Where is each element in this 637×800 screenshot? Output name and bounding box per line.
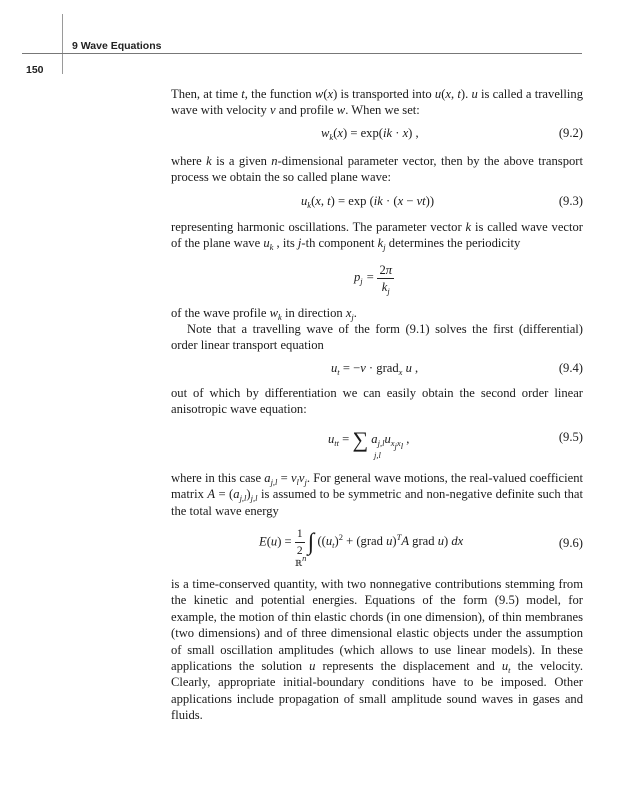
equation-9-4: [171, 361, 583, 383]
paragraph-1: Then, at time t, the function w(x) is transported into u(x, t). u is called a travelling wave with velocity v and profile w. When we set:: [171, 87, 583, 118]
equation-9-3-body: $u_k(x$, t) = exp (ik · (x − vt)): [301, 194, 435, 210]
margin-vertical-rule: [62, 14, 63, 74]
equation-9-6-number: (9.6): [558, 536, 583, 550]
paragraph-2: where k is a given n-dimensional parameter vector, then by the above transport process we obtain the so called plane wave:: [171, 154, 583, 185]
summation-sign: ∑: [352, 427, 369, 452]
summation-index: j,l: [374, 450, 381, 460]
paragraph-7: where in this case $a_{j,l} = v_lv_j$. For general wave motions, the real-valued coefficient matrix $A = (a_{j,l})_{j,l}$ is assumed to be symmetric and non-negative definite such that the total wave energy: [171, 471, 584, 518]
running-header-chapter: 9 Wave Equations: [72, 40, 162, 52]
equation-9-3: [171, 194, 583, 216]
equation-9-6-rhs: ($(u_t)^2$ + (grad u)$^T$A grad u) dx: [317, 532, 464, 551]
periodicity-denominator: $k_j$: [381, 280, 390, 296]
paragraph-6: out of which by differentiation we can easily obtain the second order linear anisotropic wave equation:: [171, 386, 583, 417]
equation-9-2-number: (9.2): [558, 126, 583, 140]
equation-9-6: [171, 524, 583, 568]
equation-periodicity: [171, 258, 583, 294]
periodicity-lhs: $p_j$ =: [354, 270, 375, 287]
half-numerator: 1: [295, 526, 305, 543]
equation-9-4-body: $u_t = -v$ · grad$_x$ u ,: [331, 361, 419, 377]
equation-9-5-number: (9.5): [558, 430, 583, 444]
integration-domain: ℝ$^n$: [295, 553, 307, 568]
paragraph-8: is a time-conserved quantity, with two nonnegative contributions stemming from the kinetic and potential energies. Equations of the form (9.5) model, for example, the motion of thin elastic chords (in one dimension), of thin membranes (two dimensions) and of three dimensional elastic objects under the assumption of small oscillation amplitudes (which allows to use linear models). In these applications the solution u represents the displacement and $u_t$ the velocity. Clearly, appropriate initial-boundary conditions have to be imposed. Other applications include propagation of small amplitude sound waves in gases and fluids.: [171, 577, 583, 723]
equation-9-5-rhs: $a_{j,l}u_{x_jx_l}$ ,: [371, 432, 410, 451]
integral-sign: ∫: [307, 529, 315, 556]
equation-9-2-body: $w_k(x) = \exp(ik \cdot x)$ ,: [321, 126, 419, 142]
equation-9-5: [171, 428, 583, 462]
periodicity-numerator: 2π: [379, 263, 393, 277]
equation-9-6-lhs: E(u) =: [259, 534, 292, 549]
paragraph-4: of the wave profile $w_k$ in direction $x_j$.: [171, 306, 357, 322]
paragraph-3: representing harmonic oscillations. The parameter vector k is called wave vector of the plane wave $u_k$ , its j-th component $k_j$ determines the periodicity: [171, 220, 583, 253]
paragraph-5: Note that a travelling wave of the form (9.1) solves the first (differential) order linear transport equation: [171, 322, 583, 353]
equation-9-5-lhs: $u_{tt}$ =: [328, 432, 350, 448]
equation-9-3-number: (9.3): [558, 194, 583, 208]
header-rule: [22, 53, 582, 54]
equation-9-2: [171, 126, 583, 148]
half-denominator: 2: [296, 545, 303, 557]
page-number: 150: [26, 64, 44, 76]
equation-9-4-number: (9.4): [558, 361, 583, 375]
